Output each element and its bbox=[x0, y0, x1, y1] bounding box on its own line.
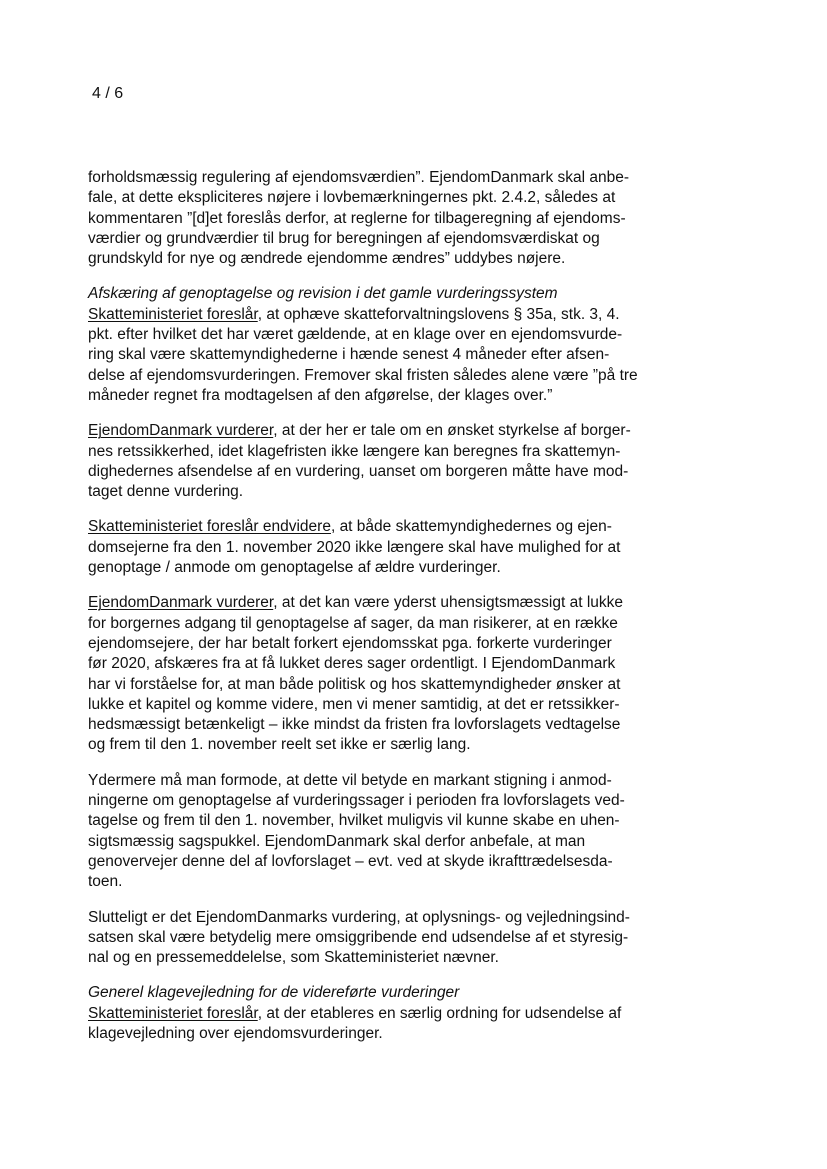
text-line: dighedernes afsendelse af en vurdering, uanset om borgeren måtte have mod- bbox=[88, 462, 629, 480]
text-line: satsen skal være betydelig mere omsiggribende end udsendelse af et styresig- bbox=[88, 928, 629, 946]
text-line-rest: , at der etableres en særlig ordning for udsendelse af bbox=[257, 1004, 622, 1022]
page-number: 4 / 6 bbox=[92, 85, 124, 102]
text-line: kommentaren ”[d]et foreslås derfor, at reglerne for tilbageregning af ejendoms- bbox=[88, 209, 626, 227]
paragraph bbox=[88, 771, 668, 893]
text-line: værdier og grundværdier til brug for beregningen af ejendomsværdiskat og bbox=[88, 229, 600, 247]
paragraph bbox=[88, 421, 668, 502]
text-line: før 2020, afskæres fra at få lukket deres sager ordentligt. I EjendomDanmark bbox=[88, 655, 616, 673]
text-line: klagevejledning over ejendomsvurderinger. bbox=[88, 1024, 383, 1042]
text-line bbox=[88, 305, 668, 325]
text-line: grundskyld for nye og ændrede ejendomme ændres” uddybes nøjere. bbox=[88, 250, 566, 268]
text-line: hedsmæssigt betænkeligt – ikke mindst da fristen fra lovforslagets vedtagelse bbox=[88, 716, 621, 734]
text-line bbox=[88, 1004, 668, 1024]
paragraph bbox=[88, 517, 668, 578]
underlined-lead: Skatteministeriet foreslår endvidere bbox=[88, 518, 331, 536]
paragraph bbox=[88, 983, 668, 1044]
text-line: fale, at dette ekspliciteres nøjere i lovbemærkningernes pkt. 2.4.2, således at bbox=[88, 189, 616, 207]
text-line: sigtsmæssig sagspukkel. EjendomDanmark skal derfor anbefale, at man bbox=[88, 832, 586, 850]
text-line: har vi forståelse for, at man både politisk og hos skattemyndigheder ønsker at bbox=[88, 675, 621, 693]
section-heading: Generel klagevejledning for de videreførte vurderinger bbox=[88, 984, 460, 1002]
text-line: domsejerne fra den 1. november 2020 ikke længere skal have mulighed for at bbox=[88, 538, 621, 556]
text-line: delse af ejendomsvurderingen. Fremover skal fristen således alene være ”på tre bbox=[88, 366, 638, 384]
text-line-rest: , at ophæve skatteforvaltningslovens § 35a, stk. 3, 4. bbox=[257, 305, 620, 323]
text-line-rest: , at der her er tale om en ønsket styrkelse af borger- bbox=[273, 422, 631, 440]
underlined-lead: Skatteministeriet foreslår bbox=[88, 1004, 258, 1022]
text-line-rest: , at både skattemyndighedernes og ejen- bbox=[330, 518, 612, 536]
text-line: nes retssikkerhed, idet klagefristen ikke længere kan beregnes fra skattemyn- bbox=[88, 442, 621, 460]
text-line: lukke et kapitel og komme videre, men vi mener samtidig, at det er retssikker- bbox=[88, 695, 620, 713]
text-line-rest: , at det kan være yderst uhensigtsmæssigt at lukke bbox=[273, 594, 624, 612]
document-body bbox=[88, 168, 668, 1059]
text-line: toen. bbox=[88, 873, 123, 891]
text-line: nal og en pressemeddelelse, som Skatteministeriet nævner. bbox=[88, 949, 499, 967]
text-line: forholdsmæssig regulering af ejendomsværdien”. EjendomDanmark skal anbe- bbox=[88, 169, 630, 186]
text-line: og frem til den 1. november reelt set ikke er særlig lang. bbox=[88, 736, 471, 754]
paragraph bbox=[88, 593, 668, 755]
paragraph bbox=[88, 908, 668, 969]
text-line: Slutteligt er det EjendomDanmarks vurdering, at oplysnings- og vejledningsind- bbox=[88, 908, 630, 926]
section-heading: Afskæring af genoptagelse og revision i det gamle vurderingssystem bbox=[88, 285, 558, 303]
text-line: pkt. efter hvilket det har været gældende, at en klage over en ejendomsvurde- bbox=[88, 326, 623, 344]
text-line bbox=[88, 517, 668, 537]
paragraph bbox=[88, 284, 668, 406]
text-line: tagelse og frem til den 1. november, hvilket muligvis vil kunne skabe en uhen- bbox=[88, 812, 620, 830]
text-line: ring skal være skattemyndighederne i hænde senest 4 måneder efter afsen- bbox=[88, 346, 610, 364]
text-line: måneder regnet fra modtagelsen af den afgørelse, der klages over.” bbox=[88, 386, 553, 404]
underlined-lead: EjendomDanmark vurderer bbox=[88, 422, 274, 440]
text-line: ejendomsejere, der har betalt forkert ejendomsskat pga. forkerte vurderinger bbox=[88, 634, 612, 652]
text-line: genoptage / anmode om genoptagelse af ældre vurderinger. bbox=[88, 559, 501, 577]
text-line: Ydermere må man formode, at dette vil betyde en markant stigning i anmod- bbox=[88, 771, 612, 789]
text-line: genovervejer denne del af lovforslaget – evt. ved at skyde ikrafttrædelsesda- bbox=[88, 852, 613, 870]
paragraph bbox=[88, 168, 668, 269]
text-line bbox=[88, 593, 668, 613]
text-line: for borgernes adgang til genoptagelse af sager, da man risikerer, at en række bbox=[88, 614, 618, 632]
text-line: taget denne vurdering. bbox=[88, 483, 244, 501]
text-line bbox=[88, 421, 668, 441]
underlined-lead: EjendomDanmark vurderer bbox=[88, 594, 274, 612]
underlined-lead: Skatteministeriet foreslår bbox=[88, 305, 258, 323]
text-line: ningerne om genoptagelse af vurderingssager i perioden fra lovforslagets ved- bbox=[88, 792, 625, 810]
